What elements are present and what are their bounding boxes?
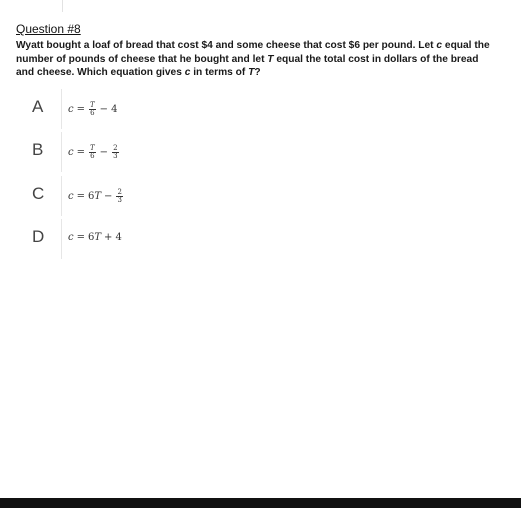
eq-coefficient: 6 [88, 232, 95, 243]
choice-a[interactable] [22, 89, 322, 129]
eq-lhs: c [68, 104, 74, 115]
eq-fraction [116, 189, 122, 204]
eq-operator: − [104, 191, 113, 202]
eq-operator: − [99, 147, 109, 158]
eq-lhs: c [68, 232, 74, 243]
fraction-denominator: 3 [113, 152, 118, 160]
choice-equation [68, 232, 122, 243]
choice-letter: C [32, 184, 45, 203]
variable-c: c [436, 40, 443, 51]
variable-c: c [184, 67, 191, 79]
choice-letter: D [32, 227, 45, 246]
question-text-part: Wyatt bought a loaf of bread that cost $4 and some cheese that cost $6 per pound. Let [16, 40, 437, 51]
eq-constant: 4 [115, 232, 122, 243]
eq-sign: = [76, 191, 85, 202]
eq-constant: 4 [111, 104, 118, 115]
question-text-part: in terms of [190, 67, 249, 79]
bottom-bar [0, 498, 521, 508]
eq-variable: T [94, 191, 102, 202]
fraction-numerator: T [90, 144, 95, 152]
question-text-part: ? [254, 67, 261, 79]
eq-sign: = [76, 147, 85, 158]
fraction-denominator: 3 [117, 196, 122, 204]
eq-fraction [89, 102, 96, 117]
eq-variable: T [94, 232, 102, 243]
top-divider [62, 0, 63, 12]
eq-lhs: c [68, 191, 74, 202]
eq-sign: = [76, 232, 85, 243]
choice-b[interactable] [22, 132, 322, 172]
fraction-denominator: 6 [90, 152, 95, 160]
choice-divider [61, 89, 62, 129]
choice-c[interactable] [22, 176, 322, 216]
eq-coefficient: 6 [88, 191, 95, 202]
choice-d[interactable] [22, 219, 322, 259]
variable-t: T [267, 53, 274, 65]
question-number: Question #8 [16, 22, 81, 36]
choice-equation [68, 102, 117, 117]
choice-equation [68, 189, 124, 204]
question-text [16, 39, 496, 80]
fraction-denominator: 6 [90, 109, 95, 117]
choice-divider [61, 219, 62, 259]
choice-divider [61, 176, 62, 216]
fraction-numerator: 2 [113, 144, 118, 152]
question-text-part: equal the number of pounds of cheese that he bought and let [16, 40, 490, 65]
eq-lhs: c [68, 147, 74, 158]
choice-equation [68, 145, 120, 160]
eq-sign: = [76, 104, 85, 115]
fraction-numerator: 2 [117, 188, 122, 196]
eq-fraction [89, 145, 96, 160]
variable-t: T [248, 67, 255, 79]
eq-operator: + [104, 232, 113, 243]
choice-letter: A [32, 97, 44, 116]
choice-letter: B [32, 140, 44, 159]
question-text-part: equal the total cost in dollars of the bread and cheese. Which equation gives [16, 53, 479, 79]
fraction-numerator: T [90, 101, 95, 109]
eq-fraction [112, 145, 118, 160]
eq-operator: − [99, 104, 109, 115]
choice-divider [61, 132, 62, 172]
